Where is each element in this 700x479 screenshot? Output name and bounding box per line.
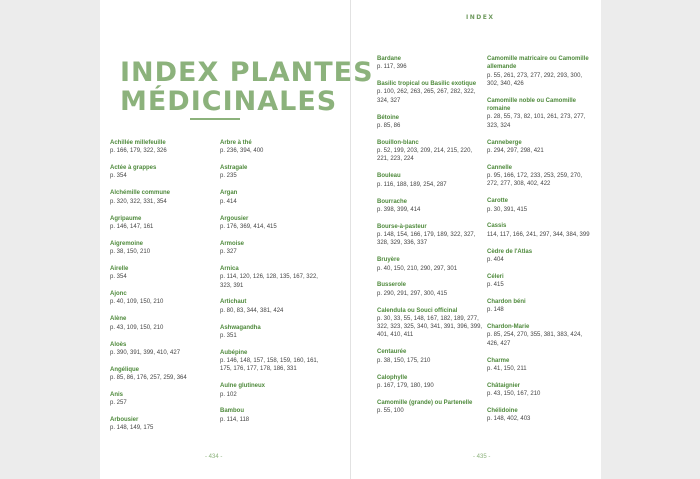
index-entry <box>110 139 216 156</box>
index-column-1 <box>110 139 216 441</box>
entry-pages: p. 390, 391, 399, 410, 427 <box>110 349 181 356</box>
entry-pages: p. 40, 109, 150, 210 <box>110 299 164 306</box>
entry-pages: p. 398, 399, 414 <box>377 206 421 213</box>
index-entry <box>487 382 593 399</box>
entry-pages: p. 102 <box>220 391 237 398</box>
entry-name: Astragale <box>220 165 248 172</box>
entry-pages: p. 30, 33, 55, 148, 167, 182, 189, 277, 322, 323, 325, 340, 341, 391, 396, 399, 401, 410, 411 <box>377 315 483 339</box>
index-entry <box>220 189 326 206</box>
entry-name: Ashwagandha <box>220 324 261 331</box>
entry-name: Argan <box>220 190 238 197</box>
entry-pages: p. 414 <box>220 198 237 205</box>
entry-pages: p. 354 <box>110 173 127 180</box>
entry-pages: p. 351 <box>220 332 237 339</box>
entry-pages: p. 235 <box>220 173 237 180</box>
index-entry <box>377 348 483 365</box>
index-entry <box>377 80 483 105</box>
entry-name: Artichaut <box>220 299 247 306</box>
entry-pages: p. 114, 120, 126, 128, 135, 167, 322, 323, 391 <box>220 274 318 289</box>
entry-pages: p. 28, 55, 73, 82, 101, 261, 273, 277, 323, 324 <box>487 114 586 129</box>
title-line-1: INDEX PLANTES <box>120 57 374 88</box>
index-entry <box>377 139 483 164</box>
index-entry <box>110 366 216 383</box>
entry-name: Chélidoine <box>487 408 518 415</box>
entry-name: Basilic tropical ou Basilic exotique <box>377 81 477 88</box>
index-entry <box>220 382 326 399</box>
entry-pages: p. 148, 149, 175 <box>110 425 154 432</box>
entry-name: Bambou <box>220 408 244 415</box>
entry-pages: p. 415 <box>487 282 504 289</box>
entry-pages: p. 294, 297, 298, 421 <box>487 147 544 154</box>
index-entry <box>220 139 326 156</box>
index-entry <box>487 55 593 88</box>
index-entry <box>487 222 593 239</box>
entry-pages: p. 40, 150, 210, 290, 297, 301 <box>377 265 458 272</box>
entry-name: Alène <box>110 316 127 323</box>
entry-name: Cassis <box>487 223 507 230</box>
entry-name: Anis <box>110 391 124 398</box>
index-entry <box>377 399 483 416</box>
index-entry <box>377 307 483 340</box>
entry-name: Arnica <box>220 265 239 272</box>
entry-pages: p. 404 <box>487 256 504 263</box>
index-entry <box>487 407 593 424</box>
entry-pages: p. 38, 150, 210 <box>110 249 151 256</box>
index-entry <box>110 265 216 282</box>
entry-pages: p. 38, 150, 175, 210 <box>377 357 431 364</box>
index-entry <box>220 215 326 232</box>
index-entry <box>220 240 326 257</box>
entry-pages: p. 257 <box>110 400 127 407</box>
index-entry <box>487 273 593 290</box>
entry-pages: p. 148 <box>487 307 504 314</box>
index-entry <box>220 298 326 315</box>
entry-name: Centaurée <box>377 349 407 356</box>
entry-pages: p. 55, 100 <box>377 408 404 415</box>
entry-pages: p. 100, 262, 263, 265, 267, 282, 322, 324, 327 <box>377 89 476 104</box>
entry-pages: p. 43, 109, 150, 210 <box>110 324 164 331</box>
entry-name: Bourrache <box>377 198 408 205</box>
index-column-3 <box>377 55 483 424</box>
entry-pages: p. 148, 154, 166, 179, 189, 322, 327, 328, 329, 336, 337 <box>377 232 476 247</box>
entry-name: Bardane <box>377 56 402 62</box>
index-entry <box>110 315 216 332</box>
entry-name: Agripaume <box>110 215 142 222</box>
entry-name: Bétoine <box>377 114 400 121</box>
entry-pages: p. 148, 402, 403 <box>487 416 531 423</box>
entry-pages: p. 116, 188, 189, 254, 287 <box>377 181 447 188</box>
entry-name: Chardon béni <box>487 298 526 305</box>
entry-pages: p. 290, 291, 297, 300, 415 <box>377 290 448 297</box>
entry-pages: p. 146, 147, 161 <box>110 223 154 230</box>
entry-pages: p. 95, 166, 172, 233, 253, 259, 270, 272, 277, 308, 402, 422 <box>487 173 583 188</box>
entry-pages: p. 43, 150, 167, 210 <box>487 391 541 398</box>
entry-name: Aigremoine <box>110 240 144 247</box>
index-entry <box>110 290 216 307</box>
entry-name: Argousier <box>220 215 249 222</box>
entry-pages: p. 166, 179, 322, 326 <box>110 148 167 155</box>
index-entry <box>377 55 483 72</box>
index-entry <box>110 164 216 181</box>
index-entry <box>377 114 483 131</box>
running-header: INDEX <box>466 14 495 21</box>
entry-name: Carotte <box>487 198 509 205</box>
entry-pages: p. 114, 118 <box>220 416 250 423</box>
entry-name: Camomille noble ou Camomille romaine <box>487 97 577 113</box>
entry-pages: p. 30, 391, 415 <box>487 206 528 213</box>
index-entry <box>220 407 326 424</box>
entry-pages: p. 41, 150, 211 <box>487 365 527 372</box>
index-entry <box>487 97 593 130</box>
index-entry <box>487 298 593 315</box>
entry-name: Busserole <box>377 282 407 289</box>
entry-name: Cèdre de l'Atlas <box>487 248 533 255</box>
entry-name: Aloès <box>110 341 127 348</box>
entry-pages: p. 85, 86 <box>377 122 401 129</box>
entry-name: Calendula ou Souci officinal <box>377 307 458 314</box>
index-entry <box>110 240 216 257</box>
entry-pages: p. 85, 86, 176, 257, 259, 364 <box>110 374 187 381</box>
entry-name: Alchémille commune <box>110 190 171 197</box>
index-entry <box>220 324 326 341</box>
entry-pages: p. 236, 394, 400 <box>220 148 264 155</box>
entry-name: Bruyère <box>377 257 400 264</box>
entry-name: Arbre à thé <box>220 140 252 146</box>
index-entry <box>110 189 216 206</box>
entry-pages: p. 176, 369, 414, 415 <box>220 223 277 230</box>
entry-name: Bouillon-blanc <box>377 139 419 146</box>
entry-pages: p. 117, 396 <box>377 64 407 71</box>
entry-name: Airelle <box>110 265 129 272</box>
index-entry <box>377 223 483 248</box>
entry-name: Achillée millefeuille <box>110 140 166 146</box>
entry-name: Armoise <box>220 240 245 247</box>
entry-name: Camomille (grande) ou Partenelle <box>377 399 473 406</box>
entry-name: Canneberge <box>487 139 522 146</box>
entry-name: Aubépine <box>220 349 248 356</box>
entry-name: Bourse-à-pasteur <box>377 223 427 230</box>
index-entry <box>487 139 593 156</box>
entry-pages: p. 85, 254, 270, 355, 381, 383, 424, 426, 427 <box>487 332 583 347</box>
index-entry <box>220 265 326 290</box>
entry-pages: p. 146, 148, 157, 158, 159, 160, 161, 175, 176, 177, 178, 186, 331 <box>220 358 319 373</box>
entry-name: Cannelle <box>487 164 513 171</box>
index-entry <box>377 172 483 189</box>
title-line-2: MÉDICINALES <box>120 86 338 117</box>
entry-name: Bouleau <box>377 173 401 180</box>
index-entry <box>110 215 216 232</box>
entry-pages: p. 167, 179, 180, 190 <box>377 382 434 389</box>
entry-name: Calophylle <box>377 374 408 381</box>
entry-name: Arbousier <box>110 417 139 424</box>
entry-name: Angélique <box>110 366 140 373</box>
index-entry <box>220 349 326 374</box>
index-entry <box>377 374 483 391</box>
index-entry <box>110 416 216 433</box>
entry-name: Camomille matricaire ou Camomille allemande <box>487 56 589 71</box>
index-entry <box>487 357 593 374</box>
entry-name: Actée à grappes <box>110 165 157 172</box>
title-underline <box>190 118 240 120</box>
index-entry <box>110 391 216 408</box>
entry-pages: p. 80, 83, 344, 381, 424 <box>220 307 284 314</box>
index-entry <box>487 164 593 189</box>
entry-name: Céleri <box>487 273 504 280</box>
index-column-4 <box>487 55 593 432</box>
entry-name: Ajonc <box>110 291 127 298</box>
entry-name: Aulne glutineux <box>220 383 265 390</box>
index-entry <box>220 164 326 181</box>
index-entry <box>377 198 483 215</box>
entry-pages: p. 354 <box>110 274 127 281</box>
page-number-left: - 434 - <box>205 454 223 460</box>
index-entry <box>377 256 483 273</box>
entry-pages: 114, 117, 166, 241, 297, 344, 384, 399 <box>487 231 590 238</box>
index-entry <box>487 323 593 348</box>
index-column-2 <box>220 139 326 433</box>
entry-name: Charme <box>487 357 510 364</box>
index-entry <box>487 248 593 265</box>
index-entry <box>487 197 593 214</box>
entry-pages: p. 327 <box>220 249 237 256</box>
entry-pages: p. 320, 322, 331, 354 <box>110 198 167 205</box>
index-entry <box>110 341 216 358</box>
entry-pages: p. 55, 261, 273, 277, 292, 293, 300, 302, 340, 426 <box>487 72 583 87</box>
entry-name: Chardon-Marie <box>487 324 530 331</box>
entry-pages: p. 52, 199, 203, 209, 214, 215, 220, 221, 223, 224 <box>377 148 473 163</box>
page-title <box>120 58 374 116</box>
entry-name: Châtaignier <box>487 382 521 389</box>
index-entry <box>377 281 483 298</box>
page-number-right: - 435 - <box>473 454 491 460</box>
